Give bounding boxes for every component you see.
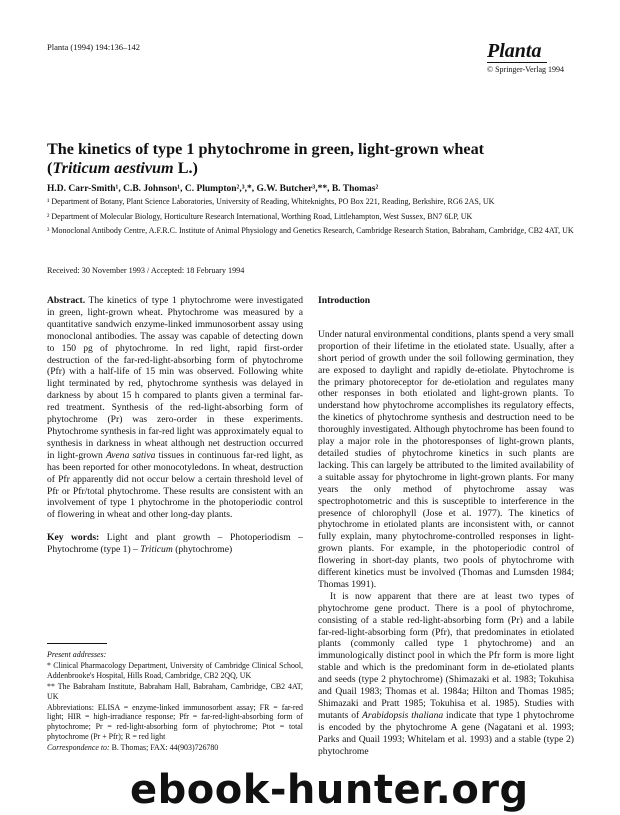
intro-paragraph: Under natural environmental conditions, plants spend a very small proportion of their lifetime in the etiolated state. Usually, after a short period of growth under the soil following germination, they are exposed to daylight and rapidly de-etiolate. Phytochrome is the primary photoreceptor for de-etiolation and regulates many other responses in both etiolated and light-grown plants. To understand how phytochrome accomplishes its regulatory effects, the kinetics of phytochrome synthesis and destruction need to be thoroughly investigated. Although phytochrome has been found to play a major role in the photoresponses of light-grown plants, detailed studies of phytochrome kinetics in such plants are lacking. This can largely be attributed to the limited availability of a suitable assay for phytochrome in light-grown plants. For many years the only method of phytochrome assay was spectrophotometric and this is susceptible to interference in the presence of chlorophyll (Jose et al. 1977). The kinetics of phytochrome in etiolated plants are inconsistent with, or cannot fully explain, many phytochrome-controlled responses in light-grown plants. For example, in the photoperiodic control of flowering in short-day plants, two pools of phytochrome with different kinetics must be involved (Thomas and Lumsden 1984; Thomas 1991).: [318, 328, 574, 590]
intro-paragraph: It is now apparent that there are at least two types of phytochrome gene product. There is a pool of phytochrome, consisting of a stable red-light-absorbing form (Pr) and a labile far-red-light-absorbing form (Pfr), that predominates in etiolated plants (commonly called type 1 phytochrome) and an immunologically distinct pool in which the Pfr form is more light stable and which is the predominant form in de-etiolated plants and seeds (type 2 phytochrome) (Shimazaki et al. 1983; Tokuhisa and Quail 1983; Thomas et al. 1984a; Hilton and Thomas 1985; Shimazaki and Pratt 1985; Tokuhisa et al. 1985). Studies with mutants of Arabidopsis thaliana indicate that type 1 phytochrome is encoded by the phytochrome A gene (Nagatani et al. 1993; Parks and Quail 1993; Whitelam et al. 1993) and a stable (type 2) phytochrome: [318, 590, 574, 757]
left-column: [47, 295, 303, 556]
received-accepted-dates: Received: 30 November 1993 / Accepted: 18 February 1994: [47, 266, 245, 275]
present-addresses-label: Present addresses:: [47, 650, 107, 659]
introduction-heading: Introduction: [318, 295, 371, 306]
affiliation-3: ³ Monoclonal Antibody Centre, A.F.R.C. Institute of Animal Physiology and Genetics Research, Cambridge Research Station, Babraham, Cambridge, CB2 4AT, UK: [47, 226, 574, 235]
publisher: © Springer-Verlag 1994: [487, 65, 565, 74]
affiliation-1: ¹ Department of Botany, Plant Science Laboratories, University of Reading, Whiteknights, PO Box 221, Reading, Berkshire, RG6 2AS, UK: [47, 197, 495, 206]
journal-logo: Planta: [487, 40, 547, 63]
footnote-item: * Clinical Pharmacology Department, University of Cambridge Clinical School, Addenbrooke's Hospital, Hills Road, Cambridge, CB2 2QQ, UK: [47, 660, 303, 680]
affiliations: [47, 197, 587, 241]
footnote-item: ** The Babraham Institute, Babraham Hall, Babraham, Cambridge, CB2 4AT, UK: [47, 681, 303, 701]
keywords: Key words: Light and plant growth – Photoperiodism – Phytochrome (type 1) – Triticum (phytochrome): [47, 532, 303, 556]
correspondence: Correspondence to: B. Thomas; FAX: 44(903)726780: [47, 743, 219, 753]
right-column: [318, 295, 574, 758]
journal-block: [487, 40, 572, 74]
footnote-divider: [47, 643, 107, 644]
footnotes: [47, 650, 303, 754]
article-title: The kinetics of type 1 phytochrome in green, light-grown wheat (Triticum aestivum L.): [47, 140, 485, 177]
footnote-abbreviations: Abbreviations: ELISA = enzyme-linked immunosorbent assay; FR = far-red light; HIR = high-irradiance response; Pfr = far-red-light-absorbing form of phytochrome; Pr = red-light-absorbing form of phytochrome; Ptot = total phytochrome (Pr + Pfr); R = red light: [47, 702, 303, 742]
abstract: Abstract. The kinetics of type 1 phytochrome were investigated in green, light-grown wheat. Phytochrome was measured by a quantitative sandwich enzyme-linked immunosorbent assay using monoclonal antibodies. The assay was capable of detecting down to 150 pg of phytochrome. In red light, rapid first-order destruction of the far-red-light-absorbing form of phytochrome (Pfr) with a half-life of 15 min was observed. Following white light terminated by red, phytochrome synthesis was delayed in darkness by about 15 h compared to plants given a terminal far-red treatment. Synthesis of the red-light-absorbing form of phytochrome (Pr) was zero-order in these experiments. Phytochrome synthesis in far-red light was approximately equal to synthesis in darkness in wheat although net destruction occurred in light-grown Avena sativa tissues in continuous far-red light, as has been reported for other monocotyledons. In wheat, destruction of Pfr apparently did not occur below a certain threshold level of Pfr or Pfr/total phytochrome. These results are consistent with an involvement of type 1 phytochrome in the photoperiodic control of flowering in wheat and other long-day plants.: [47, 295, 303, 521]
authors: H.D. Carr-Smith¹, C.B. Johnson¹, C. Plumpton²,³,*, G.W. Butcher³,**, B. Thomas²: [47, 184, 379, 194]
watermark-logo: ebook-hunter.org: [130, 767, 529, 813]
affiliation-2: ² Department of Molecular Biology, Horticulture Research International, Worthing Road, Littlehampton, West Sussex, BN7 6LP, UK: [47, 211, 473, 221]
citation: Planta (1994) 194:136–142: [47, 42, 141, 52]
